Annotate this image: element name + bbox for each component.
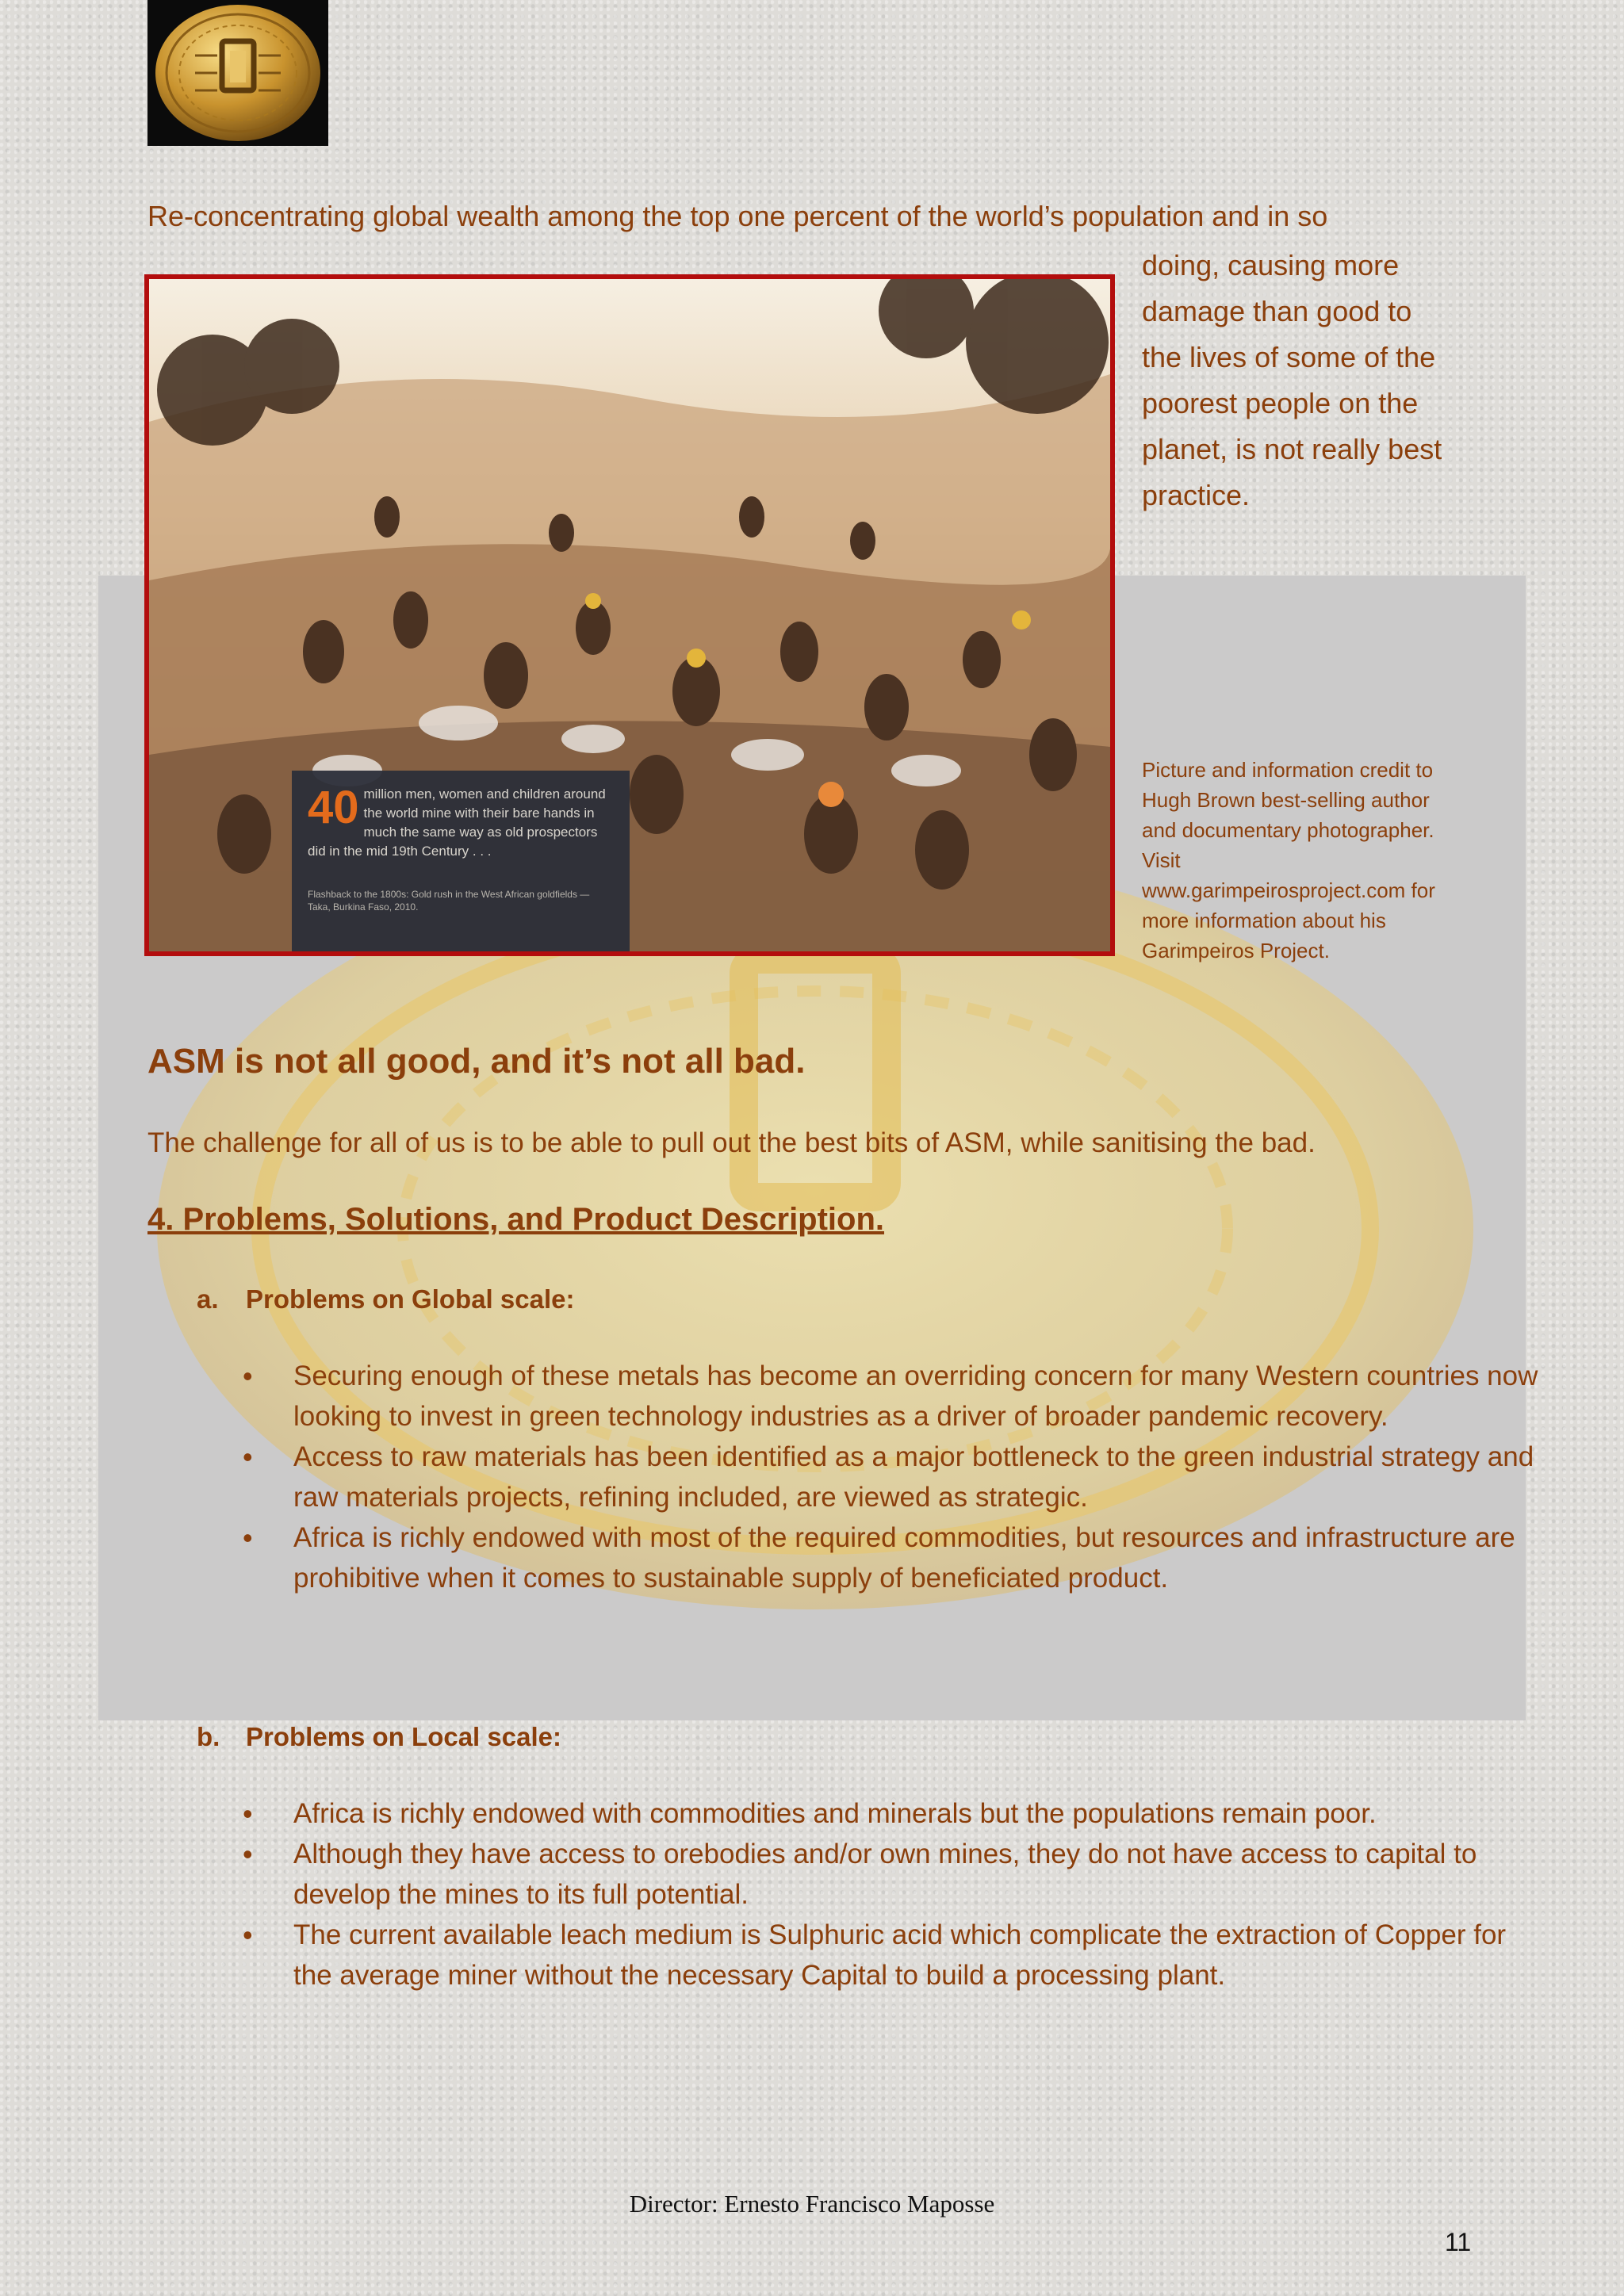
- list-item: • Access to raw materials has been identified as a major bottleneck to the green industrial strategy and raw materials projects, refining included, are viewed as strategic.: [293, 1437, 1538, 1517]
- credit-line: Garimpeiros Project.: [1142, 939, 1330, 962]
- photo-credit: [1142, 755, 1483, 966]
- overlay-text: million men, women and children around the world mine with their bare hands in much the same way as old prospectors did in the mid 19th Century . . .: [308, 786, 606, 859]
- credit-line: Hugh Brown best-selling author: [1142, 788, 1430, 812]
- intro-wrap-line: doing, causing more: [1142, 249, 1400, 281]
- local-problems-list: [238, 1793, 1538, 1996]
- challenge-paragraph: The challenge for all of us is to be able to pull out the best bits of ASM, while sanitising the bad.: [147, 1127, 1316, 1158]
- artisanal-miners-photo: [144, 274, 1115, 956]
- local-problems-heading: [197, 1722, 561, 1752]
- credit-link-line[interactable]: www.garimpeirosproject.com for: [1142, 878, 1435, 902]
- intro-wrap-line: poorest people on the: [1142, 387, 1419, 419]
- global-problems-list: [238, 1356, 1538, 1598]
- list-item: • The current available leach medium is Sulphuric acid which complicate the extraction of Copper for the average miner without the necessary Capital to build a processing plant.: [293, 1915, 1538, 1996]
- intro-wrap-line: damage than good to: [1142, 295, 1412, 327]
- list-item: • Africa is richly endowed with most of the required commodities, but resources and infrastructure are prohibitive when it comes to sustainable supply of beneficiated product.: [293, 1517, 1538, 1598]
- credit-line: and documentary photographer.: [1142, 818, 1434, 842]
- list-item: • Securing enough of these metals has become an overriding concern for many Western countries now looking to invest in green technology industries as a driver of broader pandemic recovery.: [293, 1356, 1538, 1437]
- intro-wrap-line: practice.: [1142, 479, 1251, 511]
- list-item: • Although they have access to orebodies and/or own mines, they do not have access to capital to develop the mines to its full potential.: [293, 1834, 1538, 1915]
- intro-wrap-line: planet, is not really best: [1142, 433, 1442, 465]
- intro-first-line: Re-concentrating global wealth among the top one percent of the world’s population and in so: [147, 200, 1328, 232]
- overlay-number: 40: [308, 782, 359, 833]
- list-letter: a.: [197, 1284, 219, 1314]
- credit-line: Picture and information credit to: [1142, 758, 1434, 782]
- coin-logo-icon: [147, 0, 328, 146]
- credit-line: more information about his: [1142, 909, 1386, 932]
- local-problems-title: Problems on Local scale:: [246, 1722, 561, 1751]
- section-heading: 4. Problems, Solutions, and Product Description.: [147, 1202, 885, 1237]
- credit-line: Visit: [1142, 848, 1181, 872]
- list-item: • Africa is richly endowed with commodities and minerals but the populations remain poor.: [293, 1793, 1538, 1834]
- footer-director: Director: Ernesto Francisco Maposse: [629, 2190, 995, 2218]
- intro-wrapped-text: [1142, 243, 1491, 519]
- page-number: 11: [1445, 2228, 1472, 2256]
- global-problems-title: Problems on Global scale:: [246, 1284, 575, 1314]
- asm-heading: ASM is not all good, and it’s not all bad.: [147, 1042, 806, 1081]
- company-logo: [147, 0, 328, 146]
- overlay-caption: Flashback to the 1800s: Gold rush in the West African goldfields — Taka, Burkina Faso, 2010.: [308, 889, 590, 913]
- photo-statistic-overlay: [292, 771, 630, 951]
- global-problems-heading: [197, 1284, 574, 1314]
- intro-wrap-line: the lives of some of the: [1142, 341, 1436, 373]
- list-letter: b.: [197, 1722, 220, 1751]
